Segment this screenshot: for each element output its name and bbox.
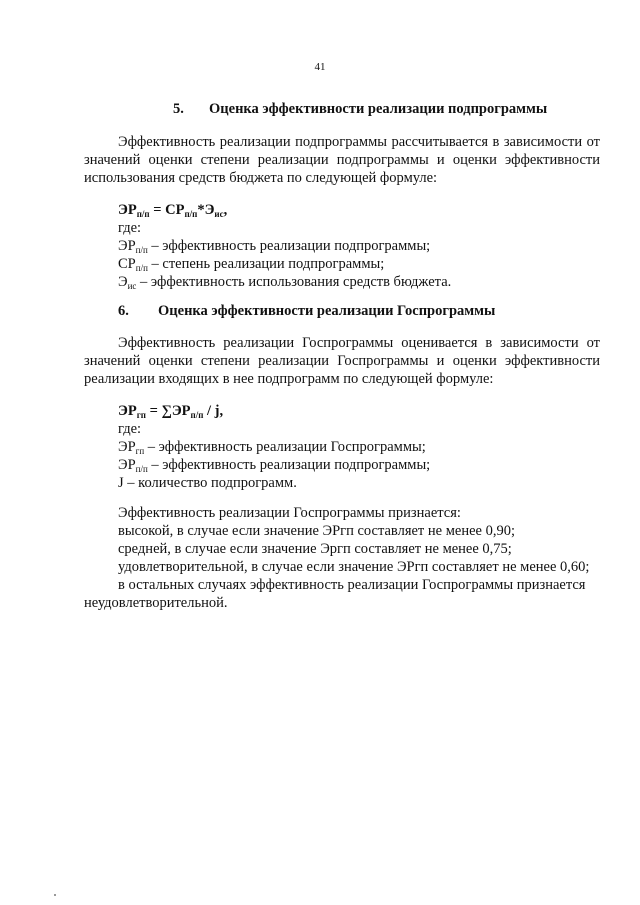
def-symbol: ЭР xyxy=(118,457,136,473)
section-6-formula xyxy=(118,402,223,420)
def-text: – количество подпрограмм. xyxy=(123,475,297,491)
def-text: – эффективность реализации подпрограммы; xyxy=(147,238,431,254)
scan-mark xyxy=(54,894,56,896)
formula-6-rest: / j, xyxy=(203,403,224,419)
formula-5-e: *Э xyxy=(197,202,215,218)
section-6-where: где: xyxy=(118,421,142,437)
formula-5-sr: СР xyxy=(165,202,185,218)
def-text: – эффективность использования средств бюджета. xyxy=(136,274,452,290)
def-symbol-sub: п/п xyxy=(135,464,148,474)
formula-5-eq: = xyxy=(149,202,166,218)
def-symbol-sub: гп xyxy=(135,446,145,456)
section-5-def xyxy=(118,255,384,273)
formula-5-e-sub: ис xyxy=(214,209,224,219)
formula-6-er: ЭР xyxy=(118,403,137,419)
section-6-paragraph xyxy=(84,334,600,388)
section-6-number: 6. xyxy=(118,303,129,319)
def-symbol: Э xyxy=(118,274,128,290)
section-5-paragraph-text: Эффективность реализации подпрограммы рассчитывается в зависимости от значений оценки степени реализации подпрограммы и оценки эффективности использования средств бюджета по следующей формуле: xyxy=(84,134,600,186)
def-text: – эффективность реализации Госпрограммы; xyxy=(144,439,426,455)
def-text: – степень реализации подпрограммы; xyxy=(147,256,385,272)
criteria-item: высокой, в случае если значение ЭРгп составляет не менее 0,90; xyxy=(118,523,515,539)
page-number: 41 xyxy=(314,61,326,73)
formula-5-sr-sub: п/п xyxy=(184,209,198,219)
def-symbol: ЭР xyxy=(118,238,136,254)
section-5-def xyxy=(118,237,430,255)
def-symbol: J xyxy=(118,475,124,491)
section-5-formula xyxy=(118,201,227,219)
section-5-heading xyxy=(173,100,547,118)
section-6-def xyxy=(118,438,426,456)
criteria-item: в остальных случаях эффективность реализации Госпрограммы признается xyxy=(118,577,586,593)
formula-6-er-sub: гп xyxy=(136,410,146,420)
section-5-number: 5. xyxy=(173,101,184,117)
section-5-where: где: xyxy=(118,220,142,236)
def-symbol-sub: ис xyxy=(127,281,137,291)
section-5-paragraph xyxy=(84,133,600,187)
section-5-def xyxy=(118,273,451,291)
formula-5-er: ЭР xyxy=(118,202,137,218)
formula-5-end: , xyxy=(223,202,228,218)
def-symbol-sub: п/п xyxy=(135,245,148,255)
section-5-title: Оценка эффективности реализации подпрограммы xyxy=(209,101,548,117)
section-6-title: Оценка эффективности реализации Госпрограммы xyxy=(158,303,496,319)
formula-5-er-sub: п/п xyxy=(136,209,150,219)
section-6-def xyxy=(118,456,430,474)
def-symbol: СР xyxy=(118,256,136,272)
formula-6-sum: = ∑ЭР xyxy=(145,403,191,419)
criteria-item: средней, в случае если значение Эргп составляет не менее 0,75; xyxy=(118,541,512,557)
def-symbol: ЭР xyxy=(118,439,136,455)
formula-6-sum-sub: п/п xyxy=(190,410,204,420)
section-6-heading xyxy=(118,302,495,320)
criteria-item: удовлетворительной, в случае если значение ЭРгп составляет не менее 0,60; xyxy=(118,559,590,575)
def-text: – эффективность реализации подпрограммы; xyxy=(147,457,431,473)
def-symbol-sub: п/п xyxy=(135,263,148,273)
section-6-paragraph-text: Эффективность реализации Госпрограммы оценивается в зависимости от значений оценки степени реализации Госпрограммы и оценки эффективности реализации входящих в нее подпрограмм по следующей формуле: xyxy=(84,335,600,387)
criteria-intro: Эффективность реализации Госпрограммы признается: xyxy=(118,505,461,521)
criteria-tail: неудовлетворительной. xyxy=(84,595,228,611)
section-6-def xyxy=(118,474,297,492)
